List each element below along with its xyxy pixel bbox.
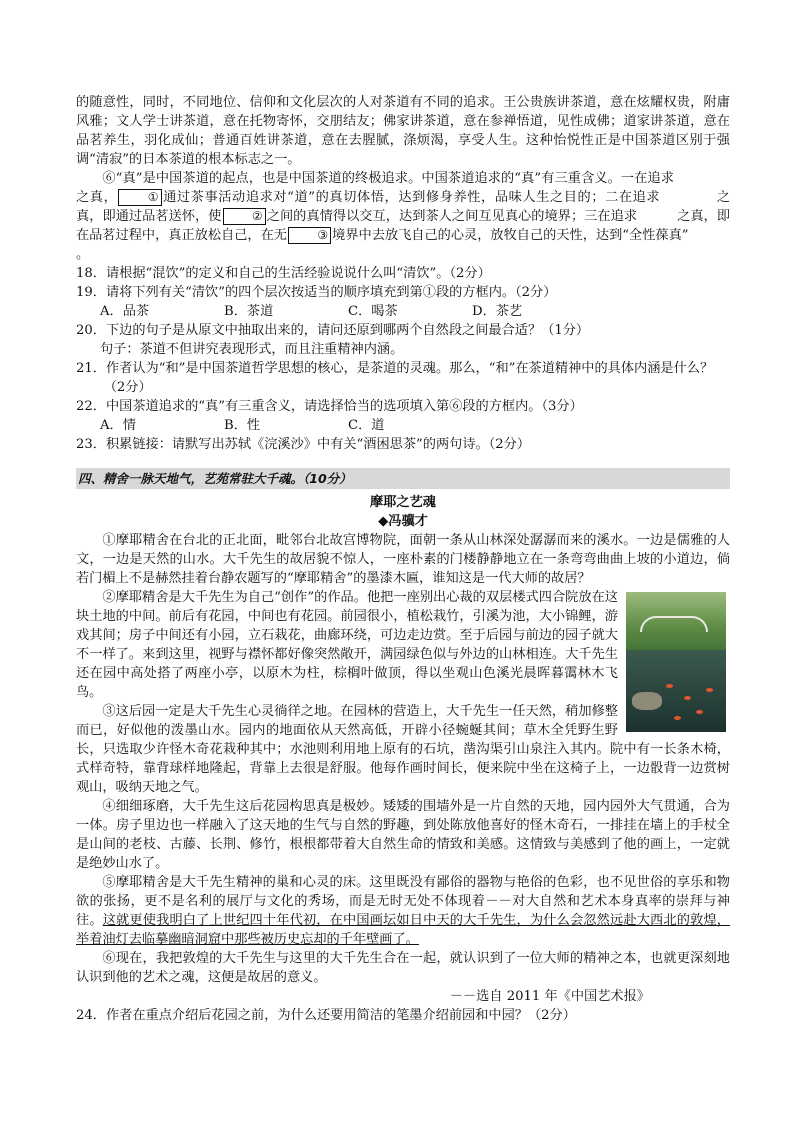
option-c: C．道 (348, 418, 385, 433)
question-24: 24．作者在重点介绍后花园之前，为什么还要用简洁的笔墨介绍前园和中园？（2分） (76, 1008, 576, 1023)
question-21: 21．作者认为“和”是中国茶道哲学思想的核心，是茶道的灵魂。那么，“和”在茶道精神中的具体内涵是什么？（2分） (76, 361, 714, 395)
question-20: 20．下边的句子是从原文中抽取出来的，请问还原到哪两个自然段之间最合适？（1分） (76, 323, 590, 338)
koi-shape (666, 684, 673, 688)
option-a: A．品茶 (100, 304, 150, 319)
intro-paragraph: 的随意性，同时，不同地位、信仰和文化层次的人对茶道有不同的追求。王公贵族讲茶道，意在炫耀权贵，附庸风雅；文人学士讲茶道，意在托物寄怀，交朋结友；佛家讲茶道，意在参禅悟道，见性成佛；道家讲茶道，意在品茗养生，羽化成仙；普通百姓讲茶道，意在去腥腻，涤烦渴，享受人生。这种怡悦性正是中国茶道区别于强调“清寂”的日本茶道的根本标志之一。 (76, 95, 730, 167)
answer-box-2: ② (223, 208, 266, 225)
question-23: 23．积累链接：请默写出苏轼《浣溪沙》中有关“酒困思茶”的两句诗。（2分） (76, 437, 531, 452)
question-19: 19．请将下列有关“清饮”的四个层次按适当的顺序填充到第①段的方框内。（2分） (76, 285, 557, 300)
underlined-sentence: 这就更使我明白了上世纪四十年代初，在中国画坛如日中天的大千先生，为什么会忽然远赴大西北的敦煌，举着油灯去临摹幽暗洞窟中那些被历史忘却的千年壁画了。 (76, 913, 730, 947)
exam-page (76, 93, 730, 1025)
section-heading: 四、精舍一脉天地气，艺苑常驻大千魂。（10分） (76, 468, 730, 489)
koi-shape (684, 696, 691, 700)
question-18: 18．请根据“混饮”的定义和自己的生活经验说说什么叫“清饮”。（2分） (76, 266, 491, 281)
option-d: D．茶艺 (472, 304, 523, 319)
question-22: 22．中国茶道追求的“真”有三重含义，请选择恰当的选项填入第⑥段的方框内。（3分） (76, 399, 583, 414)
answer-box-1: ① (118, 189, 161, 206)
option-b: B．茶道 (224, 304, 274, 319)
answer-box-3: ③ (288, 227, 331, 244)
article-paragraph-5: ⑤摩耶精舍是大千先生精神的巢和心灵的床。这里既没有鄙俗的器物与艳俗的色彩，也不见世俗的享乐和物欲的张扬，更不是名利的展厅与文化的秀场，而是无时无处不体现着－－对大自然和艺术本身真率的崇拜与神往。这就更使我明白了上世纪四十年代初，在中国画坛如日中天的大千先生，为什么会忽然远赴大西北的敦煌，举着油灯去临摹幽暗洞窟中那些被历史忘却的千年壁画了。 (76, 875, 730, 947)
bridge-shape (640, 616, 708, 632)
article-source: －－选自 2011 年《中国艺术报》 (449, 989, 650, 1004)
article-paragraph-1: ①摩耶精舍在台北的正北面，毗邻台北故宫博物院，面朝一条从山林深处潺潺而来的溪水。一边是儒雅的人文，一边是天然的山水。大千先生的故居貌不惊人，一座朴素的门楼静静地立在一条弯弯曲曲上坡的小道边，倘若门楣上不是赫然挂着台静农题写的“摩耶精舍”的墨漆木匾，谁知这是一代大师的故居？ (76, 533, 730, 586)
article-paragraph-6: ⑥现在，我把敦煌的大千先生与这里的大千先生合在一起，就认识到了一位大师的精神之本，也就更深刻地认识到他的艺术之魂，这便是故居的意义。 (76, 951, 730, 985)
article-title: 摩耶之艺魂 (370, 495, 436, 510)
koi-shape (696, 710, 703, 714)
question-22-options (76, 416, 730, 435)
question-19-options (76, 302, 730, 321)
garden-photo (626, 592, 726, 732)
option-a: A．情 (100, 418, 136, 433)
question-20-sentence: 句子：茶道不但讲究表现形式，而且注重精神内涵。 (100, 342, 404, 357)
paragraph-6: ⑥“真”是中国茶道的起点，也是中国茶道的终极追求。中国茶道追求的“真”有三重含义。一在追求之真， ① 通过茶事活动追求对“道”的真切体悟，达到修身养性，品味人生之目的；二在追求 之真，即通过品茗送怀，使 ② 之间的真情得以交互，达到茶人之间互见真心的境界；三在追求 之真，即在品茗过程中，真正放松自己，在无 ③ 境界中去放飞自己的心灵，放牧自己的天性，达到“全性葆真” 。 (76, 171, 731, 262)
rock-shape (632, 692, 662, 710)
option-b: B．性 (224, 418, 261, 433)
article-author: ◆冯骥才 (378, 514, 428, 529)
article-paragraph-3: ③这后园一定是大千先生心灵徜徉之地。在园林的营造上，大千先生一任天然，稍加修整而已，好似他的泼墨山水。园内的地面依从天然高低，开辟小径蜿蜒其间；草木全凭野生野长，只选取少许怪木奇花栽种其中；水池则利用地上原有的石坑，凿沟渠引山泉注入其内。院中有一长条木椅，式样奇特，靠背球样地隆起，背靠上去很是舒服。他每作画时间长，便来院中坐在这椅子上，一边骰背一边赏树观山，吸纳天地之气。 (76, 704, 730, 795)
koi-shape (706, 688, 713, 692)
article-paragraph-4: ④细细琢磨，大千先生这后花园构思真是极妙。矮矮的围墙外是一片自然的天地，园内园外大气贯通，合为一体。房子里边也一样融入了这天地的生气与自然的野趣，到处陈放他喜好的怪木奇石，一排挂在墙上的手杖全是山间的老枝、古藤、长荆、修竹，根根都带着大自然生命的情致和美感。这情致与美感到了他的画上，一定就是绝妙山水了。 (76, 799, 730, 871)
koi-shape (674, 716, 681, 720)
article-paragraph-2: ②摩耶精舍是大千先生为自己“创作”的作品。他把一座别出心裁的双层楼式四合院放在这块土地的中间。前后有花园，中间也有花园。前园很小，植松栽竹，引溪为池，大小锦鲤，游戏其间；房子中间还有小园，立石栽花，曲廊环绕，可边走边赏。至于后园与前边的园子就大不一样了。来到这里，视野与襟怀都好像突然敞开，满园绿色似与外边的山林相连。大千先生还在园中高处搭了两座小亭，以原木为柱，棕榈叶做顶，得以坐观山色溪光晨晖暮霭林木飞鸟。 (76, 590, 618, 700)
option-c: C．喝茶 (348, 304, 398, 319)
